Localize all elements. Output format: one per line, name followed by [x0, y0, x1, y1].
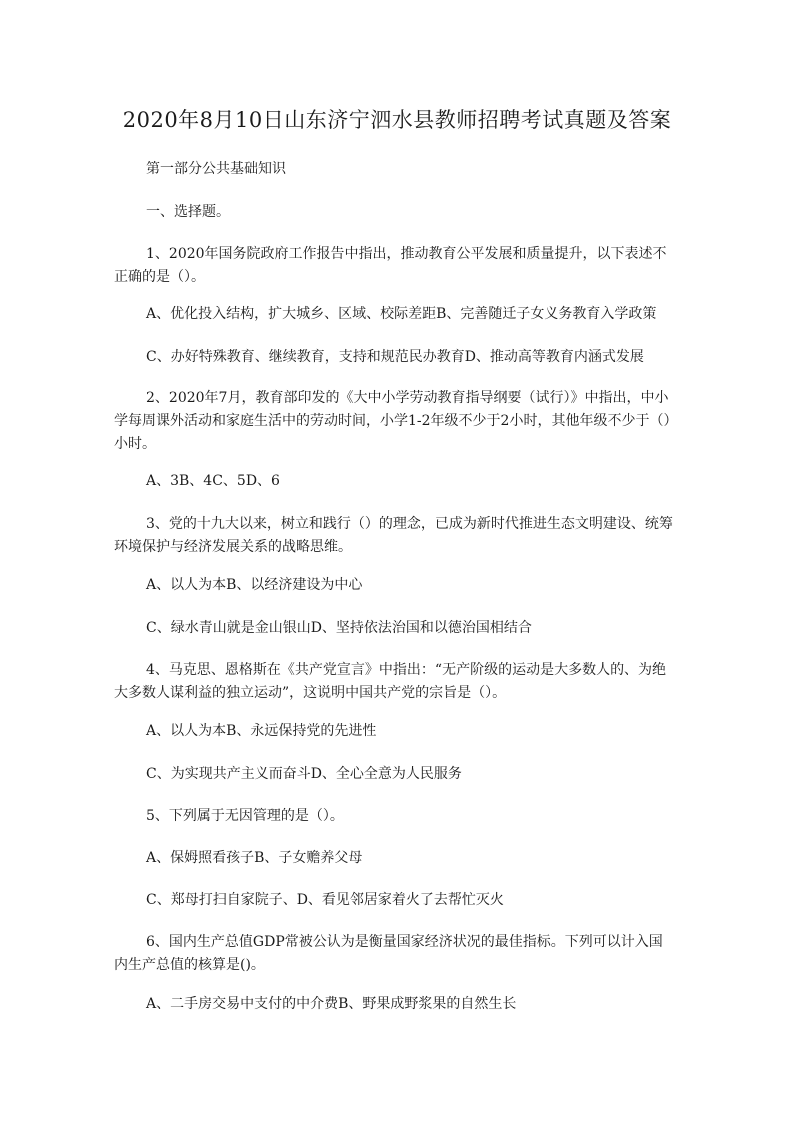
question-5-options-cd: C、郑母打扫自家院子、D、看见邻居家着火了去帮忙灭火 — [146, 892, 504, 908]
question-4-options-cd: C、为实现共产主义而奋斗D、全心全意为人民服务 — [146, 766, 462, 782]
question-3-options-ab: A、以人为本B、以经济建设为中心 — [146, 577, 363, 593]
question-4-stem: 4、马克思、恩格斯在《共产党宣言》中指出：“无产阶级的运动是大多数人的、为绝大多数人谋利益的独立运动”，这说明中国共产党的宗旨是（）。 — [114, 662, 667, 701]
question-1-stem: 1、2020年国务院政府工作报告中指出，推动教育公平发展和质量提升，以下表述不正确的是（）。 — [114, 246, 667, 285]
question-6-options-ab: A、二手房交易中支付的中介费B、野果成野浆果的自然生长 — [146, 996, 517, 1012]
question-4-options-ab: A、以人为本B、永远保持党的先进性 — [146, 723, 377, 739]
question-1-options-ab: A、优化投入结构，扩大城乡、区域、校际差距B、完善随迁子女义务教育入学政策 — [146, 306, 657, 322]
section-heading: 第一部分公共基础知识 — [146, 161, 286, 177]
question-2-stem: 2、2020年7月，教育部印发的《大中小学劳动教育指导纲要（试行）》中指出，中小学每周课外活动和家庭生活中的劳动时间，小学1-2年级不少于2小时，其他年级不少于（）小时。 — [114, 390, 671, 452]
document-title: 2020年8月10日山东济宁泗水县教师招聘考试真题及答案 — [122, 108, 672, 132]
question-6-stem: 6、国内生产总值GDP常被公认为是衡量国家经济状况的最佳指标。下列可以计入国内生产总值的核算是()。 — [114, 934, 663, 973]
question-1-options-cd: C、办好特殊教育、继续教育，支持和规范民办教育D、推动高等教育内涵式发展 — [146, 349, 644, 365]
question-5-options-ab: A、保姆照看孩子B、子女赡养父母 — [146, 850, 363, 866]
question-3-stem: 3、党的十九大以来，树立和践行（）的理念，已成为新时代推进生态文明建设、统筹环境保护与经济发展关系的战略思维。 — [114, 516, 673, 555]
subsection-heading: 一、选择题。 — [146, 204, 230, 220]
question-3-options-cd: C、绿水青山就是金山银山D、坚持依法治国和以德治国相结合 — [146, 620, 532, 636]
question-5-stem: 5、下列属于无因管理的是（）。 — [146, 808, 344, 824]
question-2-options: A、3B、4C、5D、6 — [146, 473, 280, 489]
